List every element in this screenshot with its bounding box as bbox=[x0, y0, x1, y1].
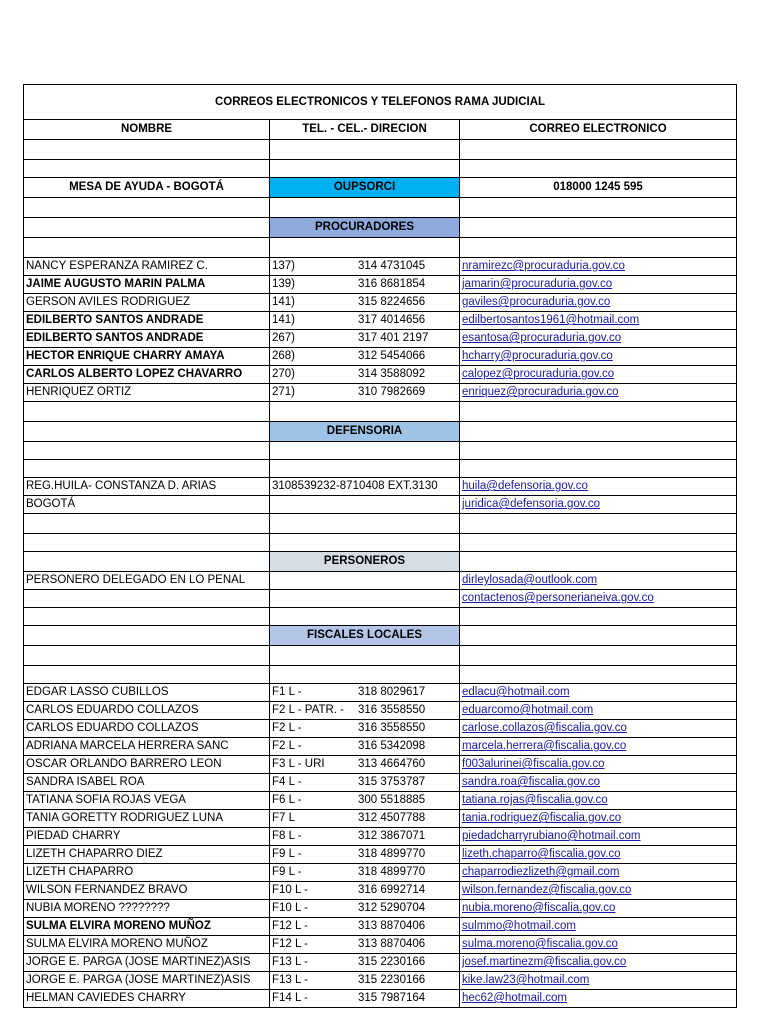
phone-number: 300 5518885 bbox=[358, 794, 426, 806]
phone-cell bbox=[270, 756, 460, 774]
phone-number: 316 6992714 bbox=[358, 884, 426, 896]
phone-cell bbox=[270, 972, 460, 990]
phone-number: 318 8029617 bbox=[358, 686, 426, 698]
contact-name: JORGE E. PARGA (JOSE MARTINEZ)ASIS bbox=[24, 972, 270, 990]
help-desk-tel: OUPSORCI bbox=[270, 178, 460, 198]
contact-row bbox=[24, 590, 737, 608]
office-code: 141) bbox=[272, 296, 296, 308]
blank-cell bbox=[270, 160, 460, 178]
contact-name: HENRIQUEZ ORTIZ bbox=[24, 384, 270, 402]
contact-email-link[interactable]: wilson.fernandez@fiscalia.gov.co bbox=[460, 882, 737, 900]
contact-row bbox=[24, 792, 737, 810]
office-code: F10 L - bbox=[272, 902, 309, 914]
contact-row bbox=[24, 882, 737, 900]
contact-row bbox=[24, 900, 737, 918]
contact-row bbox=[24, 258, 737, 276]
contact-name: LIZETH CHAPARRO bbox=[24, 864, 270, 882]
phone-cell bbox=[270, 590, 460, 608]
contact-row bbox=[24, 384, 737, 402]
phone-cell bbox=[270, 702, 460, 720]
contact-row bbox=[24, 954, 737, 972]
phone-cell bbox=[270, 684, 460, 702]
contact-name: JAIME AUGUSTO MARIN PALMA bbox=[24, 276, 270, 294]
contact-email-link[interactable]: sandra.roa@fiscalia.gov.co bbox=[460, 774, 737, 792]
contact-name: BOGOTÁ bbox=[24, 496, 270, 514]
phone-cell bbox=[270, 478, 460, 496]
contact-row bbox=[24, 702, 737, 720]
phone-cell bbox=[270, 882, 460, 900]
blank-cell bbox=[270, 140, 460, 160]
blank-cell bbox=[460, 646, 737, 666]
contact-row bbox=[24, 572, 737, 590]
office-code: 139) bbox=[272, 278, 296, 290]
contact-name: CARLOS ALBERTO LOPEZ CHAVARRO bbox=[24, 366, 270, 384]
phone-cell bbox=[270, 774, 460, 792]
contact-name: EDGAR LASSO CUBILLOS bbox=[24, 684, 270, 702]
section-row bbox=[24, 626, 737, 646]
contact-row bbox=[24, 864, 737, 882]
contact-row bbox=[24, 828, 737, 846]
contact-row bbox=[24, 348, 737, 366]
phone-cell bbox=[270, 936, 460, 954]
section-procuradores: PROCURADORES bbox=[270, 218, 460, 238]
contact-email-link[interactable]: piedadcharryrubiano@hotmail.com bbox=[460, 828, 737, 846]
contact-email-link[interactable]: sulma.moreno@fiscalia.gov.co bbox=[460, 936, 737, 954]
contact-email-link[interactable]: juridica@defensoria.gov.co bbox=[460, 496, 737, 514]
phone-cell bbox=[270, 828, 460, 846]
phone-number: 315 8224656 bbox=[358, 296, 426, 308]
contact-row bbox=[24, 810, 737, 828]
phone-number: 3108539232-8710408 EXT.3130 bbox=[272, 480, 438, 492]
section-fiscales: FISCALES LOCALES bbox=[270, 626, 460, 646]
phone-number: 314 4731045 bbox=[358, 260, 426, 272]
contact-email-link[interactable]: contactenos@personerianeiva.gov.co bbox=[460, 590, 737, 608]
contact-row bbox=[24, 684, 737, 702]
blank-cell bbox=[270, 534, 460, 552]
blank-cell bbox=[24, 442, 270, 460]
contact-row bbox=[24, 918, 737, 936]
phone-number: 310 7982669 bbox=[358, 386, 426, 398]
blank-cell bbox=[24, 514, 270, 534]
contact-name: OSCAR ORLANDO BARRERO LEON bbox=[24, 756, 270, 774]
phone-number: 316 8681854 bbox=[358, 278, 426, 290]
phone-cell bbox=[270, 990, 460, 1008]
phone-number: 313 8870406 bbox=[358, 920, 426, 932]
phone-cell bbox=[270, 846, 460, 864]
help-desk-name: MESA DE AYUDA - BOGOTÁ bbox=[24, 178, 270, 198]
contact-name: LIZETH CHAPARRO DIEZ bbox=[24, 846, 270, 864]
contact-row bbox=[24, 774, 737, 792]
phone-number: 312 4507788 bbox=[358, 812, 426, 824]
contact-email-link[interactable]: gaviles@procuraduria.gov.co bbox=[460, 294, 737, 312]
office-code: 270) bbox=[272, 368, 296, 380]
blank-cell bbox=[24, 402, 270, 422]
phone-number: 312 5290704 bbox=[358, 902, 426, 914]
blank-cell bbox=[270, 646, 460, 666]
blank-cell bbox=[24, 460, 270, 478]
phone-cell bbox=[270, 864, 460, 882]
blank-row bbox=[24, 534, 737, 552]
contact-name: JORGE E. PARGA (JOSE MARTINEZ)ASIS bbox=[24, 954, 270, 972]
phone-cell bbox=[270, 720, 460, 738]
blank-cell bbox=[270, 442, 460, 460]
contact-email-link[interactable]: edlacu@hotmail.com bbox=[460, 684, 737, 702]
contact-name: PIEDAD CHARRY bbox=[24, 828, 270, 846]
phone-cell bbox=[270, 294, 460, 312]
phone-cell bbox=[270, 258, 460, 276]
contact-email-link[interactable]: enriquez@procuraduria.gov.co bbox=[460, 384, 737, 402]
phone-cell bbox=[270, 900, 460, 918]
phone-number: 318 4899770 bbox=[358, 848, 426, 860]
phone-number: 316 3558550 bbox=[358, 704, 426, 716]
phone-cell bbox=[270, 918, 460, 936]
header-nombre: NOMBRE bbox=[24, 120, 270, 140]
phone-number: 315 7987164 bbox=[358, 992, 426, 1004]
sheet-title: CORREOS ELECTRONICOS Y TELEFONOS RAMA JUDICIAL bbox=[24, 85, 737, 120]
phone-cell bbox=[270, 572, 460, 590]
contact-email-link[interactable]: josef.martinezm@fiscalia.gov.co bbox=[460, 954, 737, 972]
office-code: 141) bbox=[272, 314, 296, 326]
blank-cell bbox=[270, 666, 460, 684]
office-code: F2 L - bbox=[272, 740, 302, 752]
contact-row bbox=[24, 990, 737, 1008]
contact-email-link[interactable]: jamarin@procuraduria.gov.co bbox=[460, 276, 737, 294]
contact-email-link[interactable]: hec62@hotmail.com bbox=[460, 990, 737, 1008]
office-code: F10 L - bbox=[272, 884, 309, 896]
office-code: F12 L - bbox=[272, 920, 309, 932]
blank-cell bbox=[24, 552, 270, 572]
phone-cell bbox=[270, 954, 460, 972]
contact-email-link[interactable]: hcharry@procuraduria.gov.co bbox=[460, 348, 737, 366]
phone-number: 317 401 2197 bbox=[358, 332, 429, 344]
blank-row bbox=[24, 402, 737, 422]
phone-number: 316 3558550 bbox=[358, 722, 426, 734]
contact-name: CARLOS EDUARDO COLLAZOS bbox=[24, 702, 270, 720]
contact-email-link[interactable]: calopez@procuraduria.gov.co bbox=[460, 366, 737, 384]
office-code: F7 L bbox=[272, 812, 296, 824]
contact-name: WILSON FERNANDEZ BRAVO bbox=[24, 882, 270, 900]
phone-cell bbox=[270, 312, 460, 330]
contact-row bbox=[24, 936, 737, 954]
contact-row bbox=[24, 756, 737, 774]
blank-cell bbox=[460, 608, 737, 626]
contact-email-link[interactable]: kike.law23@hotmail.com bbox=[460, 972, 737, 990]
blank-cell bbox=[460, 238, 737, 258]
office-code: F14 L - bbox=[272, 992, 309, 1004]
contact-name: HECTOR ENRIQUE CHARRY AMAYA bbox=[24, 348, 270, 366]
contact-name: NANCY ESPERANZA RAMIREZ C. bbox=[24, 258, 270, 276]
blank-cell bbox=[24, 198, 270, 218]
blank-cell bbox=[24, 422, 270, 442]
office-code: F8 L - bbox=[272, 830, 302, 842]
section-row bbox=[24, 552, 737, 572]
help-desk-number: 018000 1245 595 bbox=[460, 178, 737, 198]
phone-number: 314 3588092 bbox=[358, 368, 426, 380]
contact-email-link[interactable]: nubia.moreno@fiscalia.gov.co bbox=[460, 900, 737, 918]
header-correo: CORREO ELECTRONICO bbox=[460, 120, 737, 140]
header-tel: TEL. - CEL.- DIRECION bbox=[270, 120, 460, 140]
office-code: F2 L - PATR. - bbox=[272, 704, 344, 716]
contact-name: EDILBERTO SANTOS ANDRADE bbox=[24, 312, 270, 330]
blank-cell bbox=[270, 238, 460, 258]
phone-cell bbox=[270, 276, 460, 294]
blank-cell bbox=[460, 422, 737, 442]
office-code: F1 L - bbox=[272, 686, 302, 698]
blank-cell bbox=[24, 238, 270, 258]
blank-cell bbox=[460, 534, 737, 552]
blank-row bbox=[24, 442, 737, 460]
contact-row bbox=[24, 478, 737, 496]
blank-cell bbox=[270, 198, 460, 218]
phone-number: 317 4014656 bbox=[358, 314, 426, 326]
blank-cell bbox=[24, 160, 270, 178]
contact-name bbox=[24, 590, 270, 608]
contact-row bbox=[24, 294, 737, 312]
office-code: F2 L - bbox=[272, 722, 302, 734]
phone-cell bbox=[270, 738, 460, 756]
office-code: 268) bbox=[272, 350, 296, 362]
contact-name: EDILBERTO SANTOS ANDRADE bbox=[24, 330, 270, 348]
contact-email-link[interactable]: esantosa@procuraduria.gov.co bbox=[460, 330, 737, 348]
contact-row bbox=[24, 846, 737, 864]
contact-row bbox=[24, 366, 737, 384]
section-row bbox=[24, 422, 737, 442]
contact-row bbox=[24, 738, 737, 756]
phone-cell bbox=[270, 384, 460, 402]
office-code: F4 L - bbox=[272, 776, 302, 788]
contact-email-link[interactable]: sulmmo@hotmail.com bbox=[460, 918, 737, 936]
blank-cell bbox=[460, 218, 737, 238]
contact-email-link[interactable]: f003alurinei@fiscalia.gov.co bbox=[460, 756, 737, 774]
contact-email-link[interactable]: marcela.herrera@fiscalia.gov.co bbox=[460, 738, 737, 756]
phone-number: 318 4899770 bbox=[358, 866, 426, 878]
phone-number: 315 3753787 bbox=[358, 776, 426, 788]
blank-cell bbox=[270, 402, 460, 422]
contact-name: CARLOS EDUARDO COLLAZOS bbox=[24, 720, 270, 738]
blank-cell bbox=[24, 218, 270, 238]
blank-cell bbox=[460, 402, 737, 422]
office-code: F13 L - bbox=[272, 956, 309, 968]
blank-cell bbox=[270, 514, 460, 534]
blank-cell bbox=[460, 198, 737, 218]
office-code: F9 L - bbox=[272, 866, 302, 878]
section-personeros: PERSONEROS bbox=[270, 552, 460, 572]
contact-email-link[interactable]: eduarcomo@hotmail.com bbox=[460, 702, 737, 720]
phone-number: 312 3867071 bbox=[358, 830, 426, 842]
phone-number: 315 2230166 bbox=[358, 956, 426, 968]
contact-row bbox=[24, 496, 737, 514]
contact-row bbox=[24, 276, 737, 294]
blank-cell bbox=[24, 608, 270, 626]
contact-row bbox=[24, 972, 737, 990]
contact-name: ADRIANA MARCELA HERRERA SANC bbox=[24, 738, 270, 756]
phone-cell bbox=[270, 810, 460, 828]
contact-email-link[interactable]: dirleylosada@outlook.com bbox=[460, 572, 737, 590]
contact-email-link[interactable]: carlose.collazos@fiscalia.gov.co bbox=[460, 720, 737, 738]
phone-number: 315 2230166 bbox=[358, 974, 426, 986]
phone-cell bbox=[270, 366, 460, 384]
section-defensoria: DEFENSORIA bbox=[270, 422, 460, 442]
blank-cell bbox=[270, 608, 460, 626]
blank-cell bbox=[24, 140, 270, 160]
contact-name: PERSONERO DELEGADO EN LO PENAL bbox=[24, 572, 270, 590]
phone-number: 313 8870406 bbox=[358, 938, 426, 950]
phone-cell bbox=[270, 348, 460, 366]
office-code: F13 L - bbox=[272, 974, 309, 986]
blank-cell bbox=[460, 160, 737, 178]
phone-cell bbox=[270, 330, 460, 348]
phone-cell bbox=[270, 792, 460, 810]
contact-email-link[interactable]: nramirezc@procuraduria.gov.co bbox=[460, 258, 737, 276]
contact-email-link[interactable]: edilbertosantos1961@hotmail.com bbox=[460, 312, 737, 330]
contact-name: TANIA GORETTY RODRIGUEZ LUNA bbox=[24, 810, 270, 828]
blank-cell bbox=[460, 442, 737, 460]
office-code: F3 L - URI bbox=[272, 758, 325, 770]
phone-number: 312 5454066 bbox=[358, 350, 426, 362]
blank-cell bbox=[460, 626, 737, 646]
contact-email-link[interactable]: tatiana.rojas@fiscalia.gov.co bbox=[460, 792, 737, 810]
contact-row bbox=[24, 312, 737, 330]
blank-row bbox=[24, 460, 737, 478]
office-code: 271) bbox=[272, 386, 296, 398]
office-code: F12 L - bbox=[272, 938, 309, 950]
blank-row bbox=[24, 514, 737, 534]
phone-cell bbox=[270, 496, 460, 514]
blank-row bbox=[24, 666, 737, 684]
contact-name: SANDRA ISABEL ROA bbox=[24, 774, 270, 792]
contact-name: REG.HUILA- CONSTANZA D. ARIAS bbox=[24, 478, 270, 496]
blank-cell bbox=[270, 460, 460, 478]
contact-email-link[interactable]: lizeth.chaparro@fiscalia.gov.co bbox=[460, 846, 737, 864]
blank-cell bbox=[460, 140, 737, 160]
contact-name: NUBIA MORENO ???????? bbox=[24, 900, 270, 918]
contact-name: SULMA ELVIRA MORENO MUÑOZ bbox=[24, 918, 270, 936]
phone-number: 316 5342098 bbox=[358, 740, 426, 752]
blank-row bbox=[24, 646, 737, 666]
contact-row bbox=[24, 720, 737, 738]
office-code: F6 L - bbox=[272, 794, 302, 806]
blank-cell bbox=[460, 666, 737, 684]
contacts-table bbox=[23, 84, 737, 1008]
blank-cell bbox=[460, 514, 737, 534]
contact-name: GERSON AVILES RODRIGUEZ bbox=[24, 294, 270, 312]
blank-row bbox=[24, 608, 737, 626]
blank-cell bbox=[24, 534, 270, 552]
blank-cell bbox=[24, 666, 270, 684]
blank-cell bbox=[24, 646, 270, 666]
phone-number: 313 4664760 bbox=[358, 758, 426, 770]
contact-email-link[interactable]: chaparrodiezlizeth@gmail.com bbox=[460, 864, 737, 882]
office-code: F9 L - bbox=[272, 848, 302, 860]
blank-cell bbox=[24, 626, 270, 646]
blank-cell bbox=[460, 552, 737, 572]
contact-name: TATIANA SOFIA ROJAS VEGA bbox=[24, 792, 270, 810]
office-code: 137) bbox=[272, 260, 296, 272]
contact-email-link[interactable]: huila@defensoria.gov.co bbox=[460, 478, 737, 496]
blank-cell bbox=[460, 460, 737, 478]
office-code: 267) bbox=[272, 332, 296, 344]
contact-email-link[interactable]: tania.rodriguez@fiscalia.gov.co bbox=[460, 810, 737, 828]
contact-row bbox=[24, 330, 737, 348]
contact-name: SULMA ELVIRA MORENO MUÑOZ bbox=[24, 936, 270, 954]
contact-name: HELMAN CAVIEDES CHARRY bbox=[24, 990, 270, 1008]
